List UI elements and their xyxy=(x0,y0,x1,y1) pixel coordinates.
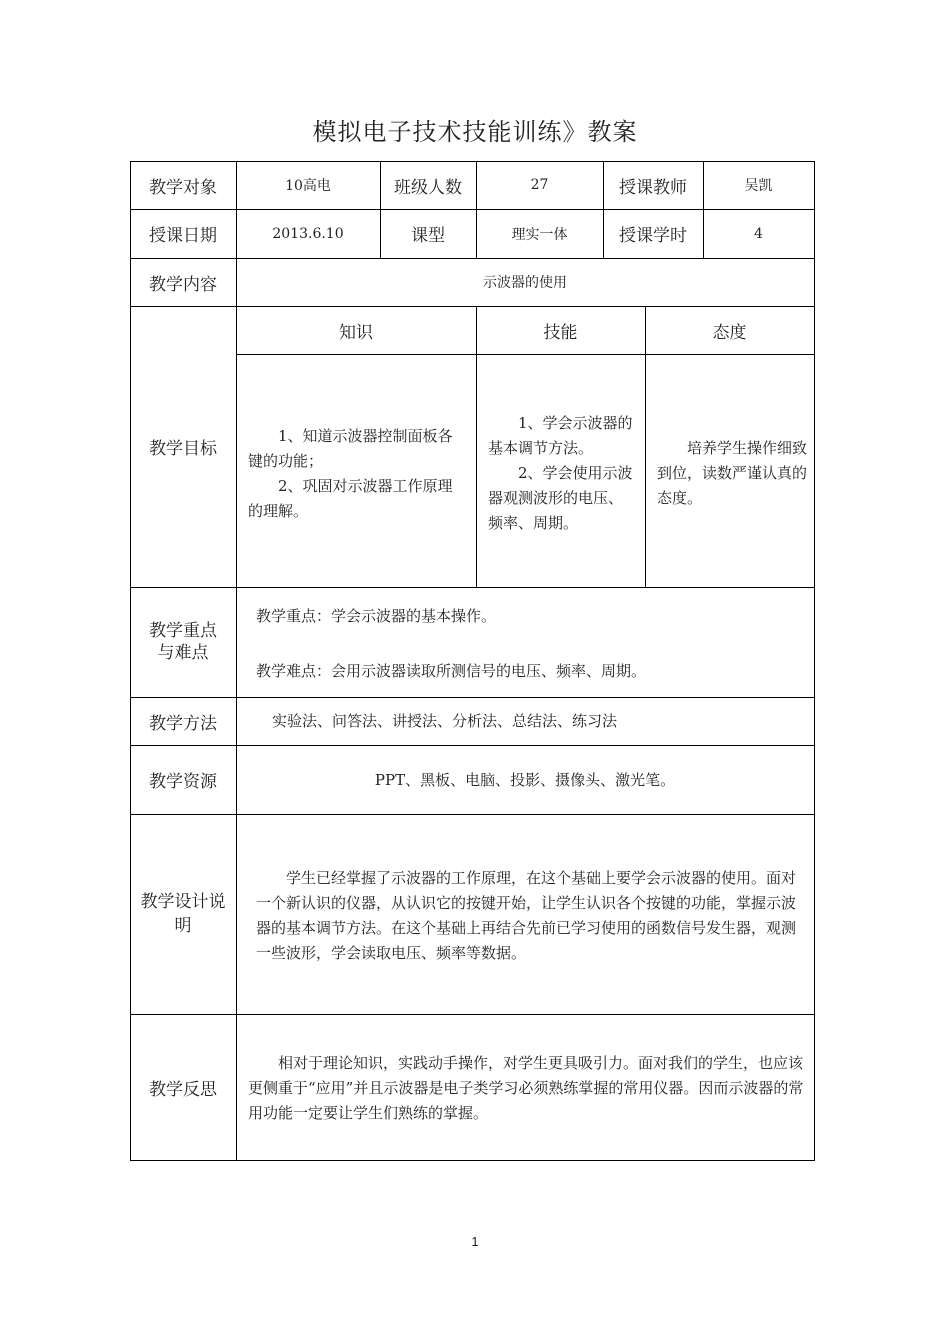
label-teaching-methods: 教学方法 xyxy=(149,713,217,734)
label-teaching-resources: 教学资源 xyxy=(149,772,217,792)
value-lesson-type: 理实一体 xyxy=(511,226,568,243)
label-lesson-date: 授课日期 xyxy=(149,226,217,246)
label-class-size: 班级人数 xyxy=(394,177,462,198)
value-class-size: 27 xyxy=(530,177,549,193)
goal-header-divider xyxy=(236,354,815,355)
document-title: 模拟电子技术技能训练》教案 xyxy=(312,118,638,146)
table-border-right xyxy=(814,161,815,1161)
goal-attitude-text xyxy=(657,436,810,511)
value-teaching-resources: PPT、黑板、电脑、投影、摄像头、激光笔。 xyxy=(374,771,676,789)
page-number: 1 xyxy=(471,1234,479,1249)
label-key-and-difficult-points xyxy=(130,587,236,697)
label-teaching-reflection: 教学反思 xyxy=(149,1079,217,1100)
attitude-item: 培养学生操作细致到位，读数严谨认真的态度。 xyxy=(657,439,808,507)
value-teacher: 吴凯 xyxy=(744,178,773,194)
goal-header-skill: 技能 xyxy=(543,322,578,343)
knowledge-item: 2、巩固对示波器工作原理的理解。 xyxy=(248,477,453,520)
teaching-design-text: 学生已经掌握了示波器的工作原理，在这个基础上要学会示波器的使用。面对一个新认识的仪器，从认识它的按键开始，让学生认识各个按键的功能，掌握示波器的基本调节方法。在这个基础上再结合先前已学习使用的函数信号发生器，观测一些波形，学会读取电压、频率等数据。 xyxy=(256,869,797,962)
table-border-bottom xyxy=(130,1160,815,1161)
value-teaching-methods: 实验法、问答法、讲授法、分析法、总结法、练习法 xyxy=(272,712,618,730)
goal-header-attitude: 态度 xyxy=(712,322,747,343)
value-teaching-target: 10高电 xyxy=(285,178,331,194)
label-line: 教学重点 xyxy=(149,621,217,641)
label-line: 教学设计说 xyxy=(140,892,226,912)
value-lesson-date: 2013.6.10 xyxy=(272,225,344,242)
key-point-text: 教学重点：学会示波器的基本操作。 xyxy=(256,607,497,625)
teaching-reflection-text: 相对于理论知识，实践动手操作，对学生更具吸引力。面对我们的学生，也应该更侧重于“应用”并且示波器是电子类学习必须熟练掌握的常用仪器。因而示波器的常用功能一定要让学生们熟练的掌握。 xyxy=(248,1054,804,1122)
label-line: 明 xyxy=(174,916,192,936)
skill-item: 1、学会示波器的基本调节方法。 xyxy=(488,414,633,457)
difficult-point-text: 教学难点：会用示波器读取所测信号的电压、频率、周期。 xyxy=(256,662,647,680)
label-teaching-design xyxy=(130,814,236,1014)
label-lesson-hours: 授课学时 xyxy=(619,226,687,246)
value-teaching-content: 示波器的使用 xyxy=(483,275,567,291)
label-teaching-goals: 教学目标 xyxy=(149,439,217,459)
label-teaching-content: 教学内容 xyxy=(149,274,217,295)
value-lesson-hours: 4 xyxy=(754,225,763,242)
skill-item: 2、学会使用示波器观测波形的电压、频率、周期。 xyxy=(488,464,633,532)
label-teacher: 授课教师 xyxy=(619,177,687,198)
goal-header-knowledge: 知识 xyxy=(339,322,373,343)
knowledge-item: 1、知道示波器控制面板各键的功能； xyxy=(248,427,453,470)
goal-skill-text xyxy=(488,411,636,536)
label-lesson-type: 课型 xyxy=(411,226,445,246)
label-teaching-target: 教学对象 xyxy=(149,177,217,198)
label-line: 与难点 xyxy=(157,643,209,663)
goal-knowledge-text xyxy=(248,424,466,524)
